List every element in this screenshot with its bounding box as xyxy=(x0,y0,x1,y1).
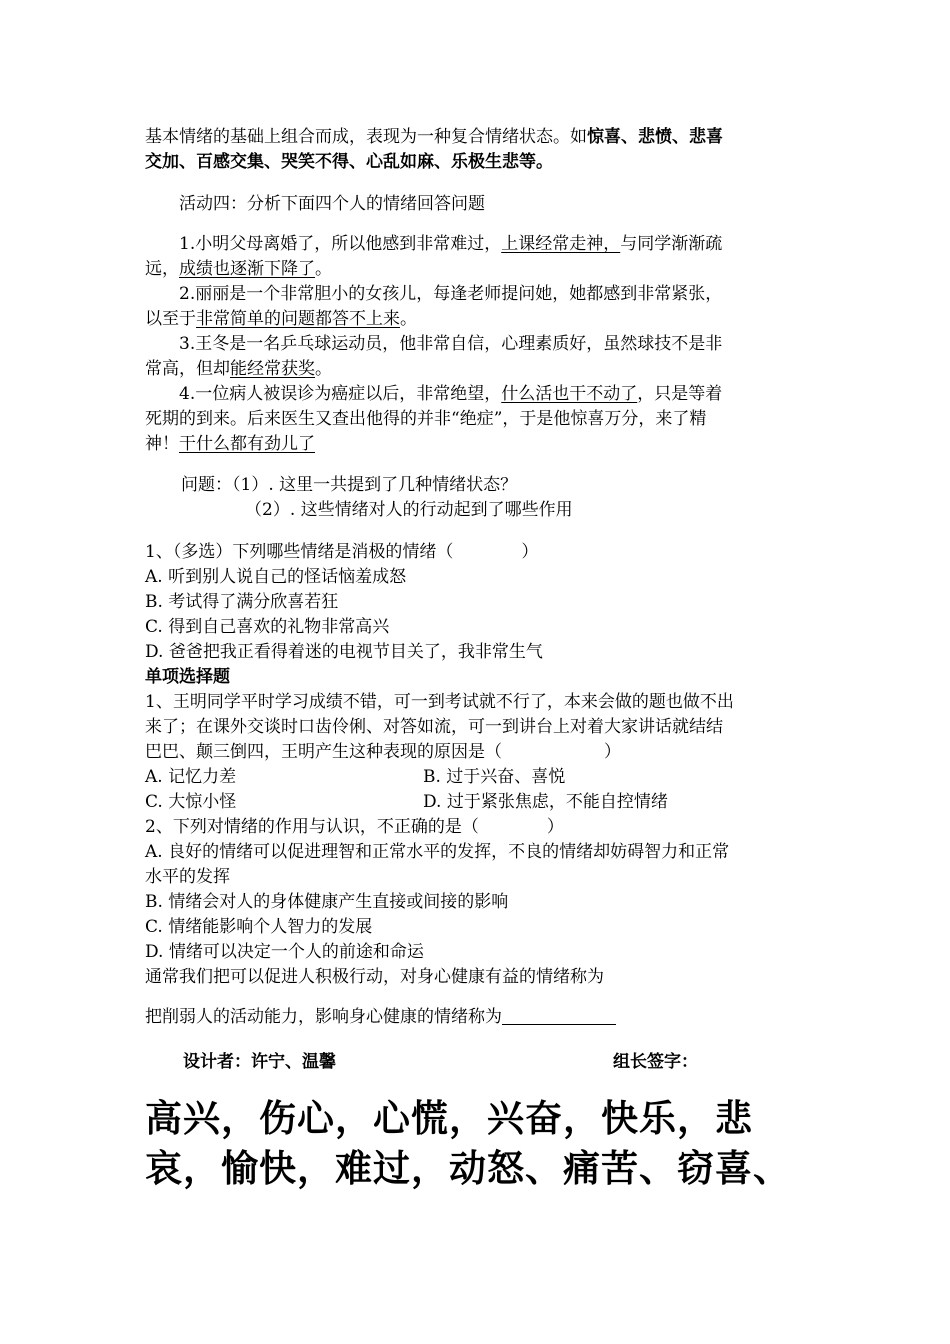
question-1: （1）. 这里一共提到了几种情绪状态？ xyxy=(232,475,518,495)
intro-bold-examples: 惊喜、悲愤、悲喜 xyxy=(587,127,723,147)
single-q1-line: 1、王明同学平时学习成绩不错，可一到考试就不行了，本来会做的题也做不出 xyxy=(145,692,734,712)
intro-text: 基本情绪的基础上组合而成，表现为一种复合情绪状态。如 xyxy=(145,127,587,147)
intro-bold-examples-cont: 交加、百感交集、哭笑不得、心乱如麻、乐极生悲等。 xyxy=(145,152,553,172)
single-q2-stem: 2、下列对情绪的作用与认识，不正确的是（ ） xyxy=(145,817,564,837)
answer-blank[interactable] xyxy=(502,1006,616,1025)
activity4-cases: 1.小明父母离婚了，所以他感到非常难过，上课经常走神，与同学渐渐疏 远，成绩也逐渐下降了。 2.丽丽是一个非常胆小的女孩儿，每逢老师提问她，她都感到非常紧张， 以至于非常简单的问题都答不上来。 3.王冬是一名乒乓球运动员，他非常自信，心理素质好，虽然球技不是非 常高，但却能经常获奖。 4.一位病人被误诊为癌症以后，非常绝望，什么活也干不动了，只是等着 死期的到来。后来医生又查出他得的并非“绝症”，于是他惊喜万分，来了精 神！干什么都有劲儿了 xyxy=(145,232,810,457)
single-choice-heading: 单项选择题 xyxy=(145,667,230,687)
activity4-questions xyxy=(145,473,810,523)
single-q2-option-a-cont: 水平的发挥 xyxy=(145,867,230,887)
multi-option-c: C. 得到自己喜欢的礼物非常高兴 xyxy=(145,617,390,637)
case-2-underline: 非常简单的问题都答不上来 xyxy=(196,309,400,329)
designer-credit: 设计者：许宁、温馨 xyxy=(183,1052,336,1072)
multi-choice-question xyxy=(145,540,810,665)
single-q2-option-a: A. 良好的情绪可以促进理智和正常水平的发挥，不良的情绪却妨碍智力和正常 xyxy=(145,842,730,862)
case-1-underline: 上课经常走神， xyxy=(501,234,621,254)
multi-option-b: B. 考试得了满分欣喜若狂 xyxy=(145,592,339,612)
multi-stem: 1、（多选）下列哪些情绪是消极的情绪（ ） xyxy=(145,542,539,562)
single-q1-option-c: C. 大惊小怪 xyxy=(145,792,237,812)
case-4-underline: 什么活也干不动了 xyxy=(501,384,638,404)
multi-option-d: D. 爸爸把我正看得着迷的电视节目关了，我非常生气 xyxy=(145,642,543,662)
fill-in-line-1: 通常我们把可以促进人积极行动，对身心健康有益的情绪称为 xyxy=(145,967,604,987)
case-3-underline: 能经常获奖 xyxy=(230,359,315,379)
fill-in-line-2: 把削弱人的活动能力，影响身心健康的情绪称为 xyxy=(145,1005,810,1030)
activity4-title: 活动四：分析下面四个人的情绪回答问题 xyxy=(179,194,485,214)
single-choice-section xyxy=(145,665,810,965)
single-q2-option-b: B. 情绪会对人的身体健康产生直接或间接的影响 xyxy=(145,892,509,912)
single-q1-option-a: A. 记忆力差 xyxy=(145,767,237,787)
single-q1-line: 来了；在课外交谈时口齿伶俐、对答如流，可一到讲台上对着大家讲话就结结 xyxy=(145,717,723,737)
case-3: 3.王冬是一名乒乓球运动员，他非常自信，心理素质好，虽然球技不是非 xyxy=(179,334,723,354)
question-label: 问题： xyxy=(181,475,232,495)
single-q1-option-d: D. 过于紧张焦虑，不能自控情绪 xyxy=(423,792,668,812)
case-2: 2.丽丽是一个非常胆小的女孩儿，每逢老师提问她，她都感到非常紧张， xyxy=(179,284,723,304)
intro-paragraph xyxy=(145,125,810,175)
case-4: 4.一位病人被误诊为癌症以后，非常绝望，什么活也干不动了，只是等着 xyxy=(179,384,723,404)
single-q2-option-d: D. 情绪可以决定一个人的前途和命运 xyxy=(145,942,424,962)
single-q1-line: 巴巴、颠三倒四，王明产生这种表现的原因是（ ） xyxy=(145,742,621,762)
emotion-words-line-1: 高兴，伤心，心慌，兴奋，快乐，悲 xyxy=(145,1096,753,1140)
question-2: （2）. 这些情绪对人的行动起到了哪些作用 xyxy=(245,500,573,520)
multi-option-a: A. 听到别人说自己的怪话恼羞成怒 xyxy=(145,567,407,587)
case-1: 1.小明父母离婚了，所以他感到非常难过，上课经常走神，与同学渐渐疏 xyxy=(179,234,723,254)
case-4-underline-2: 干什么都有劲儿了 xyxy=(179,434,315,454)
leader-signature-label: 组长签字： xyxy=(613,1052,698,1072)
single-q2-option-c: C. 情绪能影响个人智力的发展 xyxy=(145,917,373,937)
case-1-underline-2: 成绩也逐渐下降了 xyxy=(179,259,315,279)
single-q1-option-b: B. 过于兴奋、喜悦 xyxy=(423,767,566,787)
emotion-words-line-2: 哀，愉快，难过，动怒、痛苦、窃喜、 xyxy=(145,1146,791,1190)
